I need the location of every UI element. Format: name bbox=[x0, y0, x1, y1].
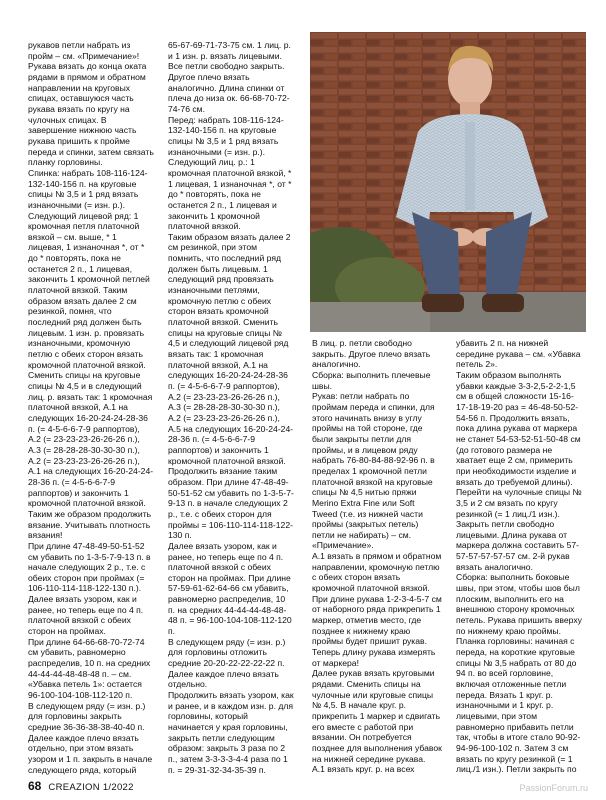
text-column-3: В лиц. р. петли свободно закрыть. Другое плечо вязать аналогично. Сборка: выполнить плечевые швы. Рукав: петли набрать по проймам переда и спинки, для этого начинать внизу в углу проймы на той стороне, где были закрыты петли для проймы, и в лицевом ряду набрать 76-80-84-88-92-96 п. в пределах 1 кромочной петли платочной вязкой на круговые спицы № 4,5 нитью пряжи Merino Extra Fine или Soft Tweed (т.е. из нижней части проймы (закрытых петель) петли не набирать) – см. «Примечание». А.1 вязать в прямом и обратном направлении, кромочную петлю с обеих сторон вязать кромочной платочной вязкой. При длине рукава 1-2-3-4-5-7 см от наборного ряда прикрепить 1 маркер, отметив место, где позднее к нижнему краю проймы будет пришит рукав. Теперь длину рукава измерять от маркера! Далее рукав вязать круговыми рядами. Сменить спицы на чулочные или круговые спицы № 4,5. В начале круг. р. прикрепить 1 маркер и сдвигать его вместе с работой при вязании. Он потребуется позднее для выполнения убавок на нижней середине рукава. А.1 вязать круг. р. на всех bbox=[312, 338, 442, 775]
text-column-2: 65-67-69-71-73-75 см. 1 лиц. р. и 1 изн. р. вязать лицевыми. Все петли свободно закрыть. Другое плечо вязать аналогично. Длина спинки от плеча до низа ок. 66-68-70-72-74-76 см. Перед: набрать 108-116-124-132-140-156 п. на круговые спицы № 3,5 и 1 ряд вязать изнаночными (= изн. р.). Следующий лиц. р.: 1 кромочная платочной вязкой, * 1 лицевая, 1 изнаночная *, от * до * повторять, пока не останется 2 п., 1 лицевая и закончить 1 кромочной платочной вязкой. Таким образом вязать далее 2 см резинкой, при этом помнить, что последний ряд должен быть лицевым. 1 следующий ряд провязать изнаночными петлями, кромочную петлю с обеих сторон вязать кромочной платочной вязкой. Сменить спицы на круговые спицы № 4,5 и следующий лицевой ряд вязать так: 1 кромочная платочной вязкой, А.1 на следующих 16-20-24-24-28-36 п. (= 4-5-6-6-7-9 раппортов), А.2 (= 23-23-23-26-26-26 п.), А.3 (= 28-28-28-30-30-30 п.), А.2 (= 23-23-23-26-26-26 п.), А.5 на следующих 16-20-24-24-28-36 п. (= 4-5-6-6-7-9 раппортов) и закончить 1 кромочной платочной вязкой. Продолжить вязание таким образом. При длине 47-48-49-50-51-52 см убавить по 1-3-5-7-9-13 п. в начале следующих 2 р., т.е. с обеих сторон для проймы = 106-110-114-118-122-130 п. Далее вязать узором, как и ранее, но теперь еще по 4 п. платочной вязкой с обеих сторон на проймах. При длине 57-59-61-62-64-66 см убавить, равномерно распределив, 10 п. на средних 44-44-44-48-48-48 п. = 96-100-104-108-112-120 п. В следующем ряду (= изн. р.) для горловины отложить средние 20-20-22-22-22-22 п. Далее каждое плечо вязать отдельно. Продолжить вязать узором, как и ранее, и в каждом изн. р. для горловины, который начинается у края горловины, закрыть петли следующим образом: закрыть 3 раза по 2 п., затем 3-3-3-3-4-4 раза по 1 п. = 29-31-32-34-35-39 п. bbox=[168, 40, 294, 775]
page-footer bbox=[28, 779, 134, 793]
magazine-name: CREAZION 1/2022 bbox=[48, 782, 134, 793]
page-number: 68 bbox=[28, 779, 42, 793]
model-photo bbox=[310, 32, 586, 332]
text-column-4: убавить 2 п. на нижней середине рукава – см. «Убавка петель 2». Таким образом выполнять убавки каждые 3-3-2,5-2-2-1,5 см в общей сложности 15-16-17-18-19-20 раз = 46-48-50-52-54-56 п. Продолжить вязать, пока длина рукава от маркера не станет 54-53-52-51-50-48 см (до готового размера не хватает еще 2 см, примерить при необходимости изделие и вязать до требуемой длины). Перейти на чулочные спицы № 3,5 и 2 см вязать по кругу резинкой (= 1 лиц./1 изн.). Закрыть петли свободно лицевыми. Длина рукава от маркера должна составить 57-57-57-57-57-57 см. 2-й рукав вязать аналогично. Сборка: выполнить боковые швы, при этом, чтобы шов был плоским, выполнить его на внешнюю сторону кромочных петель. Рукава пришить вверху по нижнему краю проймы. Планка горловины: начиная с переда, на короткие круговые спицы № 3,5 набрать от 80 до 94 п. во всей горловине, включая отложенные петли переда. Вязать 1 круг. р. изнаночными и 1 круг. р. лицевыми, при этом равномерно прибавить петли так, чтобы в итоге стало 90-92-94-96-100-102 п. Затем 3 см вязать по кругу резинкой (= 1 лиц./1 изн.). Петли закрыть по bbox=[456, 338, 582, 775]
watermark: PassionForum.ru bbox=[519, 783, 588, 793]
text-column-1: рукавов петли набрать из пройм – см. «Примечание»! Рукава вязать до конца оката рядами в прямом и обратном направлении на круговых спицах, оставшуюся часть рукава вязать по кругу на чулочных спицах. В завершение нижнюю часть рукава пришить к пройме переда и спинки, затем связать планку горловины. Спинка: набрать 108-116-124-132-140-156 п. на круговые спицы № 3,5 и 1 ряд вязать изнаночными (= изн. р.). Следующий лицевой ряд: 1 кромочная петля платочной вязкой – см. выше, * 1 лицевая, 1 изнаночная *, от * до * повторять, пока не останется 2 п., 1 лицевая, закончить 1 кромочной петлей платочной вязкой. Таким образом вязать далее 2 см резинкой, помня, что последний ряд должен быть лицевым. 1 изн. р. провязать изнаночными, кромочную петлю с обеих сторон вязать кромочной платочной вязкой. Сменить спицы на круговые спицы № 4,5 и в следующий лиц. р. вязать так: 1 кромочная платочной вязкой, А.1 на следующих 16-20-24-24-28-36 п. (= 4-5-6-6-7-9 раппортов), А.2 (= 23-23-23-26-26-26 п.), А.3 (= 28-28-28-30-30-30 п.), А.2 (= 23-23-23-26-26-26 п.), А.1 на следующих 16-20-24-24-28-36 п. (= 4-5-6-6-7-9 раппортов) и закончить 1 кромочной платочной вязкой. Таким же образом продолжить вязание. Учитывать плотность вязания! При длине 47-48-49-50-51-52 см убавить по 1-3-5-7-9-13 п. в начале следующих 2 р., т.е. с обеих сторон при проймах (= 106-110-114-118-122-130 п.). Далее вязать узором, как и ранее, но теперь еще по 4 п. платочной вязкой с обеих сторон на проймах. При длине 64-66-68-70-72-74 см убавить, равномерно распределив, 10 п. на средних 44-44-44-48-48-48 п. – см. «Убавка петель 1»: остается 96-100-104-108-112-120 п. В следующем ряду (= изн. р.) для горловины закрыть средние 36-36-38-38-40-40 п. Далее каждое плечо вязать отдельно, при этом вязать узором и 1 п. закрыть в начале следующего ряда, который bbox=[28, 40, 154, 775]
